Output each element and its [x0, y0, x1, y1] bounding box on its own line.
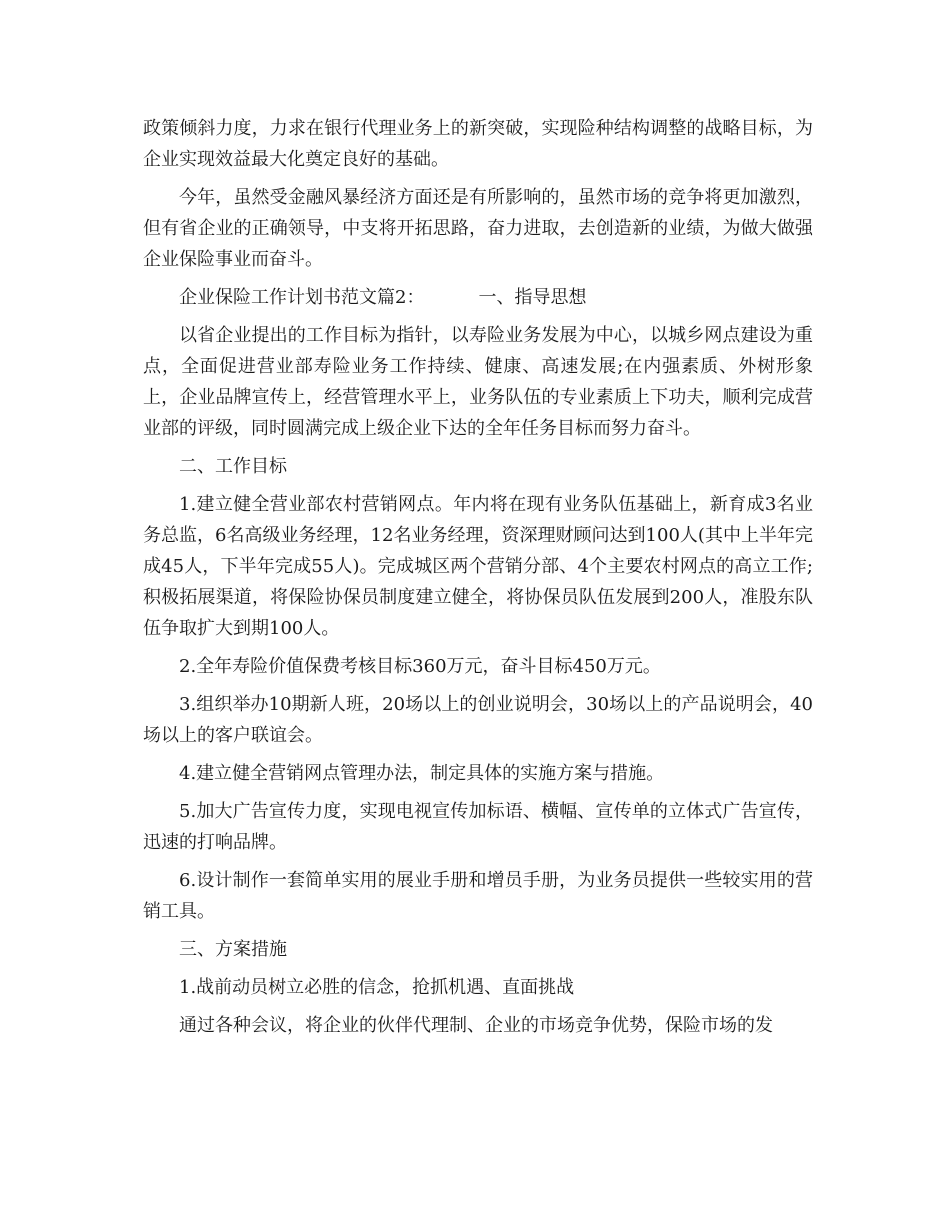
goal-item-3: 3.组织举办10期新人班，20场以上的创业说明会，30场以上的产品说明会，40场以上的客户联谊会。	[143, 694, 813, 746]
heading-plan-measures: 三、方案措施	[179, 939, 287, 960]
document-body	[143, 113, 813, 1048]
goal-item-1: 1.建立健全营业部农村营销网点。年内将在现有业务队伍基础上，新育成3名业务总监，6名高级业务经理，12名业务经理，资深理财顾问达到100人(其中上半年完成45人，下半年完成55人)。完成城区两个营销分部、4个主要农村网点的高立工作;积极拓展渠道，将保险协保员制度建立健全，将协保员队伍发展到200人，准股东队伍争取扩大到期100人。	[143, 494, 813, 639]
paragraph-guiding-ideology: 以省企业提出的工作目标为指针，以寿险业务发展为中心，以城乡网点建设为重点，全面促进营业部寿险业务工作持续、健康、高速发展;在内强素质、外树形象上，企业品牌宣传上，经营管理水平上，业务队伍的专业素质上下功夫，顺利完成营业部的评级，同时圆满完成上级企业下达的全年任务目标而努力奋斗。	[143, 325, 813, 439]
goal-item-4: 4.建立健全营销网点管理办法，制定具体的实施方案与措施。	[179, 763, 665, 784]
section-heading-guiding-ideology	[143, 282, 813, 313]
heading-guiding-ideology: 一、指导思想	[478, 287, 587, 308]
measure-item-1: 1.战前动员树立必胜的信念，抢抓机遇、直面挑战	[179, 977, 575, 998]
paragraph-meetings: 通过各种会议，将企业的伙伴代理制、企业的市场竞争优势，保险市场的发	[179, 1015, 773, 1036]
goal-item-2: 2.全年寿险价值保费考核目标360万元，奋斗目标450万元。	[179, 656, 661, 677]
sample-title: 企业保险工作计划书范文篇2：	[179, 287, 425, 308]
paragraph-this-year: 今年，虽然受金融风暴经济方面还是有所影响的，虽然市场的竞争将更加激烈，但有省企业的正确领导，中支将开拓思路，奋力进取，去创造新的业绩，为做大做强企业保险事业而奋斗。	[143, 187, 813, 270]
goal-item-6: 6.设计制作一套简单实用的展业手册和增员手册，为业务员提供一些较实用的营销工具。	[143, 870, 813, 922]
goal-item-5: 5.加大广告宣传力度，实现电视宣传加标语、横幅、宣传单的立体式广告宣传，迅速的打响品牌。	[143, 801, 813, 853]
paragraph-policy: 政策倾斜力度，力求在银行代理业务上的新突破，实现险种结构调整的战略目标，为企业实现效益最大化奠定良好的基础。	[143, 118, 813, 170]
heading-work-goals: 二、工作目标	[179, 456, 287, 477]
